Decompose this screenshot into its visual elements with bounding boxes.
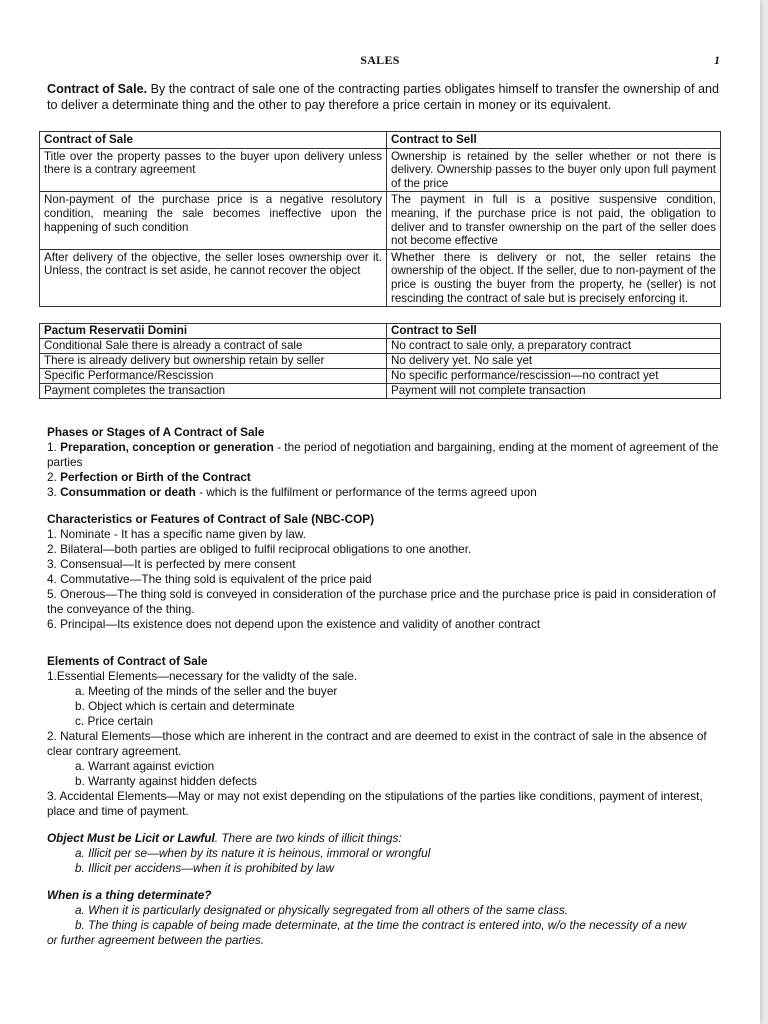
column-header: Contract to Sell <box>387 132 721 149</box>
sub-item: b. Object which is certain and determinate <box>75 699 295 714</box>
table-cell: Non-payment of the purchase price is a negative resolutory condition, meaning the sale becomes ineffective upon the happening of such condition <box>40 192 387 249</box>
item-term: Perfection or Birth of the Contract <box>60 470 251 485</box>
pactum-comparison-table <box>39 323 721 399</box>
licit-term: Object Must be Licit or Lawful <box>47 831 215 846</box>
phases-section <box>47 425 727 500</box>
table-row <box>40 249 721 306</box>
determinate-section <box>47 888 727 948</box>
elements-section <box>47 654 727 819</box>
list-item: 3. Consensual—It is perfected by mere consent <box>47 557 296 572</box>
table-cell: There is already delivery but ownership retain by seller <box>40 354 387 369</box>
page-header <box>0 53 760 71</box>
table-header-row <box>40 324 721 339</box>
table-cell: Payment completes the transaction <box>40 384 387 399</box>
table-cell: The payment in full is a positive suspensive condition, meaning, if the purchase price is not paid, the obligation to deliver and to transfer ownership on the part of the seller does not become effective <box>387 192 721 249</box>
sub-item: a. Illicit per se—when by its nature it is heinous, immoral or wrongful <box>75 846 431 861</box>
item-text: - which is the fulfilment or performance of the terms agreed upon <box>195 485 537 500</box>
list-item: 4. Commutative—The thing sold is equivalent of the price paid <box>47 572 372 587</box>
section-heading: When is a thing determinate? <box>47 888 212 903</box>
table-cell: Whether there is delivery or not, the seller retains the ownership of the object. If the seller, due to non-payment of the price is ousting the buyer from the property, he (seller) is not rescinding the contract of sale but is precisely enforcing it. <box>387 249 721 306</box>
table-cell: Title over the property passes to the buyer upon delivery unless there is a contrary agreement <box>40 148 387 192</box>
column-header: Contract to Sell <box>387 324 721 339</box>
list-item: 1. Nominate - It has a specific name given by law. <box>47 527 307 542</box>
column-header: Contract of Sale <box>40 132 387 149</box>
sub-item: a. Meeting of the minds of the seller and the buyer <box>75 684 338 699</box>
sub-item: b. Illicit per accidens—when it is prohibited by law <box>75 861 334 876</box>
licit-text: . There are two kinds of illicit things: <box>214 831 402 846</box>
list-item <box>47 485 727 500</box>
item-term: Preparation, conception or generation <box>60 440 274 455</box>
list-item: 3. Accidental Elements—May or may not exist depending on the stipulations of the parties like conditions, payment of interest, place and time of payment. <box>47 789 703 819</box>
table-row <box>40 148 721 192</box>
table-row <box>40 384 721 399</box>
sub-item: b. The thing is capable of being made determinate, at the time the contract is entered into, w/o the necessity of a new <box>75 918 687 933</box>
section-heading: Phases or Stages of A Contract of Sale <box>47 425 265 440</box>
intro-paragraph <box>47 82 727 113</box>
characteristics-section <box>47 512 727 632</box>
list-item <box>47 440 727 470</box>
list-item: 6. Principal—Its existence does not depend upon the existence and validity of another contract <box>47 617 541 632</box>
intro-text: By the contract of sale one of the contracting parties obligates himself to transfer the ownership of and to deliver a determinate thing and the other to pay therefore a price certain in money or its equivalent. <box>47 82 720 112</box>
table-row <box>40 354 721 369</box>
list-item: 2. Bilateral—both parties are obliged to fulfil reciprocal obligations to one another. <box>47 542 472 557</box>
licit-line <box>47 831 727 846</box>
table-cell: After delivery of the objective, the seller loses ownership over it. Unless, the contract is set aside, he cannot recover the object <box>40 249 387 306</box>
page-title: SALES <box>360 53 400 67</box>
list-item: 2. Natural Elements—those which are inherent in the contract and are deemed to exist in the contract of sale in the absence of clear contrary agreement. <box>47 729 707 759</box>
intro-term: Contract of Sale. <box>47 82 148 96</box>
page-content <box>44 82 727 948</box>
table-cell: Payment will not complete transaction <box>387 384 721 399</box>
table-cell: Ownership is retained by the seller whether or not there is delivery. Ownership passes to the buyer only upon full payment of the price <box>387 148 721 192</box>
table-cell: No specific performance/rescission—no contract yet <box>387 369 721 384</box>
sub-item: b. Warranty against hidden defects <box>75 774 257 789</box>
column-header: Pactum Reservatii Domini <box>40 324 387 339</box>
table-cell: Specific Performance/Rescission <box>40 369 387 384</box>
table-row <box>40 192 721 249</box>
section-heading: Characteristics or Features of Contract of Sale (NBC-COP) <box>47 512 375 527</box>
list-item: 1.Essential Elements—necessary for the validty of the sale. <box>47 669 358 684</box>
item-term: Consummation or death <box>60 485 196 500</box>
contract-comparison-table <box>39 131 721 307</box>
table-cell: No delivery yet. No sale yet <box>387 354 721 369</box>
sub-item: c. Price certain <box>75 714 154 729</box>
table-row <box>40 369 721 384</box>
sub-item-continuation: or further agreement between the parties. <box>47 933 265 948</box>
item-number: 2. <box>47 470 61 485</box>
sub-item: a. When it is particularly designated or physically segregated from all others of the same class. <box>75 903 569 918</box>
item-text: - the period of negotiation and bargaining, ending at the moment of agreement of the parties <box>47 440 719 470</box>
page-number: 1 <box>714 53 720 67</box>
table-cell: Conditional Sale there is already a contract of sale <box>40 339 387 354</box>
list-item: 5. Onerous—The thing sold is conveyed in consideration of the purchase price and the purchase price is paid in consideration of the conveyance of the thing. <box>47 587 716 617</box>
table-cell: No contract to sale only, a preparatory contract <box>387 339 721 354</box>
table-header-row <box>40 132 721 149</box>
item-number: 3. <box>47 485 61 500</box>
sub-item: a. Warrant against eviction <box>75 759 215 774</box>
licit-section <box>47 831 727 876</box>
list-item <box>47 470 727 485</box>
table-row <box>40 339 721 354</box>
section-heading: Elements of Contract of Sale <box>47 654 208 669</box>
item-number: 1. <box>47 440 61 455</box>
